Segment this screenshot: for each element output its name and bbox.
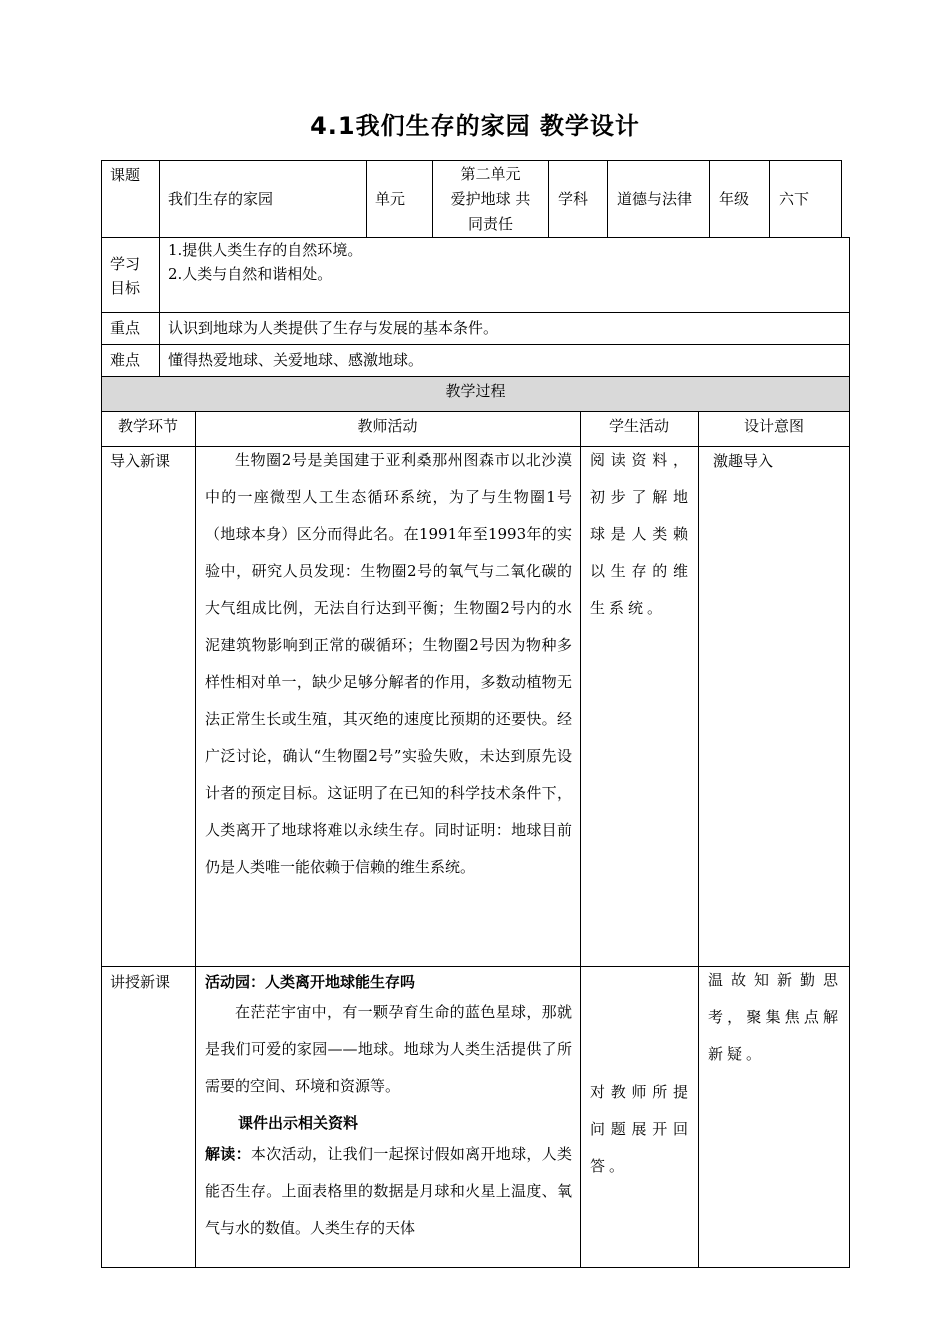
unit-value-line2: 爱护地球 共 bbox=[450, 190, 531, 208]
objectives-label-line2: 目标 bbox=[110, 279, 141, 297]
interpret-paragraph bbox=[205, 1136, 572, 1247]
unit-label: 单元 bbox=[375, 190, 406, 208]
intro-stage: 导入新课 bbox=[110, 452, 171, 470]
objective-item-2: 2.人类与自然和谐相处。 bbox=[168, 265, 333, 283]
topic-value: 我们生存的家园 bbox=[168, 190, 274, 208]
column-student: 学生活动 bbox=[608, 417, 669, 435]
grade-value: 六下 bbox=[779, 190, 810, 208]
difficulty-text: 懂得热爱地球、关爱地球、感激地球。 bbox=[168, 351, 424, 369]
interpret-label: 解读： bbox=[205, 1145, 251, 1163]
column-stage: 教学环节 bbox=[117, 417, 178, 435]
key-point-text: 认识到地球为人类提供了生存与发展的基本条件。 bbox=[168, 319, 499, 337]
intro-teacher-text: 生物圈2号是美国建于亚利桑那州图森市以北沙漠中的一座微型人工生态循环系统，为了与生物圈1号（地球本身）区分而得此名。在1991年至1993年的实验中，研究人员发现：生物圈2号的氧气与二氧化碳的大气组成比例，无法自行达到平衡；生物圈2号内的水泥建筑物影响到正常的碳循环；生物圈2号因为物种多样性相对单一，缺少足够分解者的作用，多数动植物无法正常生长或生殖，其灭绝的速度比预期的还要快。经广泛讨论，确认“生物圈2号”实验失败，未达到原先设计者的预定目标。这证明了在已知的科学技术条件下，人类离开了地球将难以永续生存。同时证明：地球目前仍是人类唯一能依赖于信赖的维生系统。 bbox=[205, 451, 572, 876]
subject-label: 学科 bbox=[558, 190, 589, 208]
interpret-text: 本次活动，让我们一起探讨假如离开地球，人类能否生存。上面表格里的数据是月球和火星上温度、氧气与水的数值。人类生存的天体 bbox=[205, 1145, 572, 1237]
difficulty-label: 难点 bbox=[110, 351, 141, 369]
intro-intent: 激趣导入 bbox=[713, 452, 774, 470]
process-title: 教学过程 bbox=[445, 382, 506, 400]
subject-value: 道德与法律 bbox=[617, 190, 693, 208]
intro-student-text: 阅读资料，初步了解地球是人类赖以生存的维生系统。 bbox=[590, 451, 692, 617]
column-teacher: 教师活动 bbox=[357, 417, 418, 435]
objectives-label-line1: 学习 bbox=[110, 255, 141, 273]
lecture-stage: 讲授新课 bbox=[110, 973, 171, 991]
activity-title: 活动园：人类离开地球能生存吗 bbox=[205, 973, 416, 991]
objective-item-1: 1.提供人类生存的自然环境。 bbox=[168, 241, 363, 259]
column-intent: 设计意图 bbox=[743, 417, 804, 435]
courseware-heading: 课件出示相关资料 bbox=[238, 1114, 359, 1132]
lecture-student-text: 对教师所提问题展开回答。 bbox=[590, 1083, 692, 1175]
key-point-label: 重点 bbox=[110, 319, 141, 337]
page-title: 4.1我们生存的家园 教学设计 bbox=[310, 112, 640, 140]
unit-value-line1: 第二单元 bbox=[460, 165, 521, 183]
unit-value-line3: 同责任 bbox=[467, 215, 513, 233]
lecture-paragraph: 在茫茫宇宙中，有一颗孕育生命的蓝色星球，那就是我们可爱的家园——地球。地球为人类生活提供了所需要的空间、环境和资源等。 bbox=[205, 1003, 572, 1095]
grade-label: 年级 bbox=[719, 190, 750, 208]
topic-label: 课题 bbox=[110, 166, 141, 184]
lecture-intent-text: 温故知新勤思考，聚集焦点解新疑。 bbox=[708, 971, 842, 1063]
